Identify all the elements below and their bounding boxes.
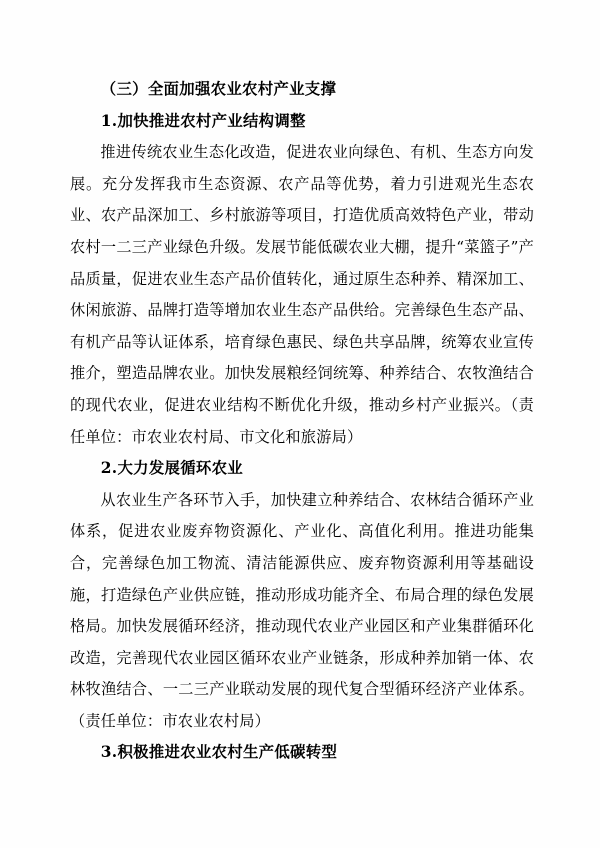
- paragraph-2: 从农业生产各环节入手，加快建立种养结合、农林结合循环产业体系，促进农业废弃物资源化、产业化、高值化利用。推进功能集合，完善绿色加工物流、清洁能源供应、废弃物资源利用等基础设施，打造绿色产业供应链，推动形成功能齐全、布局合理的绿色发展格局。加快发展循环经济，推动现代农业产业园区和产业集群循环化改造，完善现代农业园区循环农业产业链条，形成种养加销一体、农林牧渔结合、一二三产业联动发展的现代复合型循环经济产业体系。（责任单位：市农业农村局）: [70, 490, 534, 730]
- section-heading: （三）全面加强农业农村产业支撑: [100, 80, 337, 98]
- subsection-heading-2: 2.大力发展循环农业: [100, 459, 243, 478]
- subsection-heading-1: 1.加快推进农村产业结构调整: [100, 111, 306, 130]
- subsection-heading-3: 3.积极推进农业农村生产低碳转型: [100, 743, 338, 762]
- document-body: [70, 74, 534, 769]
- paragraph-1: 推进传统农业生态化改造，促进农业向绿色、有机、生态方向发展。充分发挥我市生态资源、农产品等优势，着力引进观光生态农业、农产品深加工、乡村旅游等项目，打造优质高效特色产业，带动农村一二三产业绿色升级。发展节能低碳农业大棚，提升“菜篮子”产品质量，促进农业生态产品价值转化，通过原生态种养、精深加工、休闲旅游、品牌打造等增加农业生态产品供给。完善绿色生态产品、有机产品等认证体系，培育绿色惠民、绿色共享品牌，统筹农业宣传推介，塑造品牌农业。加快发展粮经饲统筹、种养结合、农牧渔结合的现代农业，促进农业结构不断优化升级，推动乡村产业振兴。（责任单位：市农业农村局、市文化和旅游局）: [70, 143, 534, 446]
